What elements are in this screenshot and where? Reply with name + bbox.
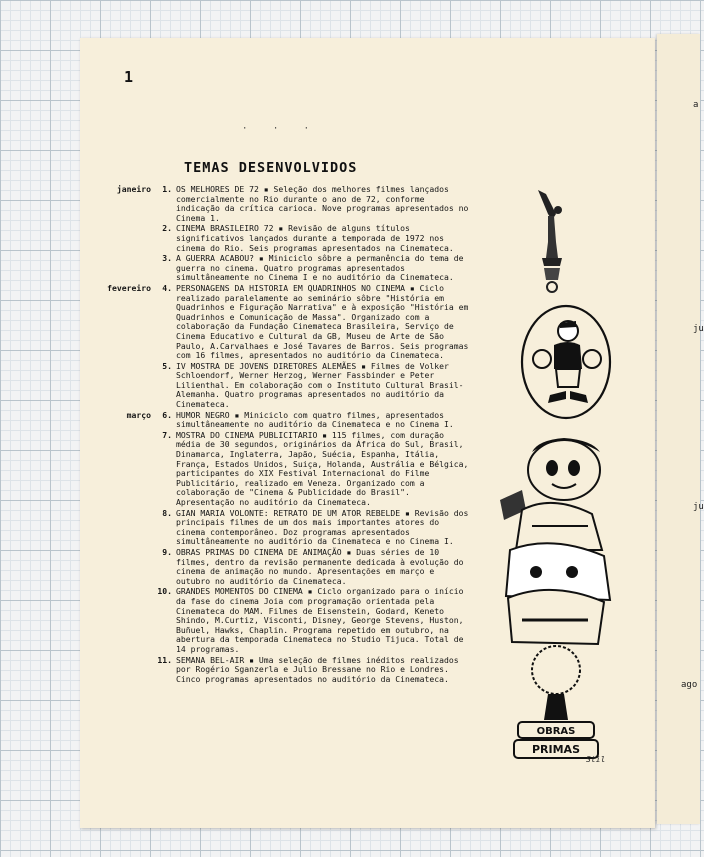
- entry-number: 11.: [157, 654, 172, 665]
- sailor-cartoon-icon: [520, 303, 612, 421]
- entry-2: [88, 224, 470, 253]
- entry-number: 9.: [162, 546, 172, 557]
- page-title: TEMAS DESENVOLVIDOS: [184, 160, 358, 176]
- entry-text: GIAN MARIA VOLONTE: RETRATO DE UM ATOR REBELDE ▪ Revisão dos principais filmes de um dos mais importantes atores do cinema contemporâneo. Doz programas apresentados simultâneamente no auditório da Cinemateca e no Cinema I.: [176, 507, 469, 547]
- entry-month: [88, 362, 154, 410]
- entry-month: [88, 431, 154, 508]
- entry-number: 7.: [162, 429, 172, 440]
- entry-10: [88, 587, 470, 654]
- entry-month: [88, 587, 154, 654]
- entry-text: SEMANA BEL-AIR ▪ Uma seleção de filmes inéditos realizados por Rogério Sganzerla e Julio Bressane no Rio e Londres. Cinco programas apresentados no auditório da Cinemateca.: [176, 654, 459, 684]
- entry-6: [88, 411, 470, 430]
- entry-month: [88, 656, 154, 685]
- entry-1: [88, 185, 470, 223]
- entry-month: janeiro: [116, 184, 151, 194]
- entry-5: [88, 362, 470, 410]
- edge-mark: a: [693, 100, 699, 110]
- edge-mark: ju: [693, 324, 704, 334]
- trophy-label-top: OBRAS: [536, 726, 576, 737]
- entry-text: CINEMA BRASILEIRO 72 ▪ Revisão de alguns títulos significativos lançados durante a temporada de 1972 nos cinema do Rio. Seis programas apresentados na Cinemateca.: [176, 223, 454, 253]
- entry-8: [88, 509, 470, 547]
- entry-month: [88, 224, 154, 253]
- entry-7: [88, 431, 470, 508]
- entry-number: 10.: [157, 586, 172, 597]
- page-number: 1: [124, 68, 134, 86]
- entry-9: [88, 548, 470, 586]
- entry-number: 8.: [162, 507, 172, 518]
- entry-number: 3.: [162, 253, 172, 264]
- entry-month: março: [126, 409, 151, 420]
- entry-number: 4.: [162, 282, 172, 293]
- angel-statuette-icon: [532, 184, 572, 294]
- entry-3: [88, 254, 470, 283]
- entry-text: OBRAS PRIMAS DO CINEMA DE ANIMAÇÃO ▪ Duas séries de 10 filmes, dentro da revisão permanente dedicada à evolução do cinema de animação no mundo. Apresentações em março e outubro no auditório da Cinemateca.: [176, 546, 464, 586]
- entry-month: [88, 509, 154, 547]
- entry-text: GRANDES MOMENTOS DO CINEMA ▪ Ciclo organizado para o início da fase do cinema Joia com programação orientada pela Cinemateca do MAM. Filmes de Eisenstein, Godard, Keneto Shindo, M.Curtiz, Visconti, Disney, George Stevens, Huston, Buñuel, Hawks, Chaplin. Programa repetido em outubro, na abertura da temporada Cinemateca no Studio Tijuca. Total de 14 programas.: [176, 586, 464, 654]
- entry-text: OS MELHORES DE 72 ▪ Seleção dos melhores filmes lançados comercialmente no Rio durante o ano de 72, conforme indicação da crítica carioca. Nove programas apresentados no Cinema 1.: [176, 184, 469, 223]
- entry-text: PERSONAGENS DA HISTORIA EM QUADRINHOS NO CINEMA ▪ Ciclo realizado paralelamente ao seminário sôbre "História em Quadrinhos e Figuração Narrativa" e à exposição "História em Quadrinhos e Comunicação de Massa". Organizado com a colaboração da Fundação Cinemateca Brasileira, Serviço de Cinema Educativo e Cultural da GB, Museu de Arte de São Paulo, A.Carvalhaes e José Tavares de Barros. Seis programas com 16 filmes, apresentados no auditório da Cinemateca.: [176, 282, 469, 361]
- entry-number: 5.: [162, 360, 172, 371]
- trophy-label-bottom: PRIMAS: [531, 743, 581, 756]
- edge-mark: ago: [681, 680, 698, 690]
- edge-mark: ju: [693, 502, 704, 512]
- cartoon-characters-collage-icon: [492, 430, 622, 760]
- entry-11: [88, 656, 470, 685]
- entry-4: [88, 284, 470, 361]
- entry-number: 2.: [162, 223, 172, 234]
- print-specks: · · ·: [242, 124, 320, 134]
- entry-number: 1.: [162, 184, 172, 194]
- entry-text: HUMOR NEGRO ▪ Miniciclo com quatro filmes, apresentados simultâneamente no auditório da Cinemateca e no Cinema I.: [176, 409, 454, 430]
- next-page-edge: [657, 34, 704, 824]
- entry-month: [88, 254, 154, 283]
- entry-month: fevereiro: [107, 282, 151, 293]
- artist-initials: Stil: [586, 755, 606, 764]
- entry-text: IV MOSTRA DE JOVENS DIRETORES ALEMÃES ▪ Filmes de Volker Schloendorf, Werner Herzog, Werner Fassbinder e Peter Lilienthal. Em colaboração com o Instituto Cultural Brasil-Alemanha. Quatro programas apresentados no auditório da Cinemateca.: [176, 360, 464, 410]
- entries-list: [88, 185, 470, 685]
- document-page: [80, 38, 655, 828]
- entry-month: [88, 548, 154, 586]
- entry-text: MOSTRA DO CINEMA PUBLICITARIO ▪ 115 filmes, com duração média de 30 segundos, originários da África do Sul, Brasil, Dinamarca, Inglaterra, Japão, Suécia, Espanha, Itália, França, Estados Unidos, Suiça, Holanda, Austrália e Bélgica, participantes do XIX Festival Internacional do Filme Publicitário, realizado em Veneza. Organizado com a colaboração de "Cinema & Publicidade do Brasil". Apresentação no auditório da Cinemateca.: [176, 429, 469, 507]
- entry-number: 6.: [162, 409, 172, 420]
- entry-text: A GUERRA ACABOU? ▪ Miniciclo sôbre a permanência do tema de guerra no cinema. Quatro programas apresentados simultâneamente no Cinema I e no auditório da Cinemateca.: [176, 253, 464, 283]
